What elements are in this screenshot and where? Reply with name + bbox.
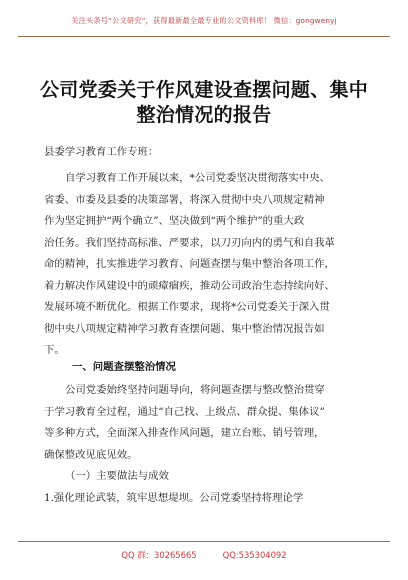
title-line: 整治情况的报告 — [136, 104, 272, 126]
salutation-text: 县委学习教育工作专班： — [44, 146, 159, 158]
paragraph-line: 1.强化理论武装，筑牢思想堤坝。公司党委坚持将理论学 — [44, 492, 304, 504]
paragraph-line: 省委、市委及县委的决策部署，将深入贯彻中央八项规定精神 — [44, 193, 325, 206]
footer-banner — [18, 541, 390, 568]
paragraph-line: 治任务。我们坚持高标准、严要求，以刀刃向内的勇气和自我革 — [44, 236, 335, 249]
paragraph-line: 于学习教育全过程，通过“自己找、上级点、群众提、集体议” — [44, 405, 325, 418]
header-banner-text: 关注头条号“公文研究”，获得最新最全最专业的公文资料库！ 微信：gongwenyj — [71, 16, 337, 25]
paragraph-line: 着力解决作风建设中的顽瘴痼疾，推动公司政治生态持续向好、 — [44, 279, 335, 292]
paragraph-line: 命的精神，扎实推进学习教育、问题查摆与集中整治各项工作， — [44, 258, 335, 270]
subsection-heading-text: （一）主要做法与成效 — [65, 470, 169, 482]
section-heading: 一、问题查摆整治情况 — [72, 361, 176, 373]
document-title — [40, 78, 368, 128]
paragraph-line: 作为坚定拥护“两个确立”、坚决做到“两个维护”的重大政 — [44, 215, 305, 227]
footer-qq-group: QQ 群：30265665 — [121, 550, 197, 560]
subsection-heading — [44, 466, 366, 488]
title-line: 公司党委关于作风建设查摆问题、集中 — [40, 79, 369, 101]
paragraph-line: 彻中央八项规定精神学习教育查摆问题、集中整治情况报告如 — [44, 322, 325, 335]
paragraph-line: 下。 — [44, 344, 65, 356]
footer-qq: QQ:535304092 — [222, 550, 287, 560]
paragraph-line: 自学习教育工作开展以来，*公司党委坚决贯彻落实中央、 — [65, 172, 330, 184]
paragraph-intro — [44, 168, 366, 362]
header-banner — [18, 6, 390, 37]
paragraph-section1 — [44, 380, 366, 466]
paragraph-line: 发展环境不断优化。根据工作要求，现将*公司党委关于深入贯 — [44, 301, 330, 313]
paragraph-line: 等多种方式，全面深入排查作风问题，建立台账、销号管理， — [44, 427, 325, 439]
salutation — [44, 142, 366, 164]
paragraph-line: 公司党委始终坚持问题导向，将问题查摆与整改整治贯穿 — [65, 384, 325, 396]
paragraph-line: 确保整改见底见效。 — [44, 448, 138, 461]
paragraph-subsection — [44, 488, 366, 510]
